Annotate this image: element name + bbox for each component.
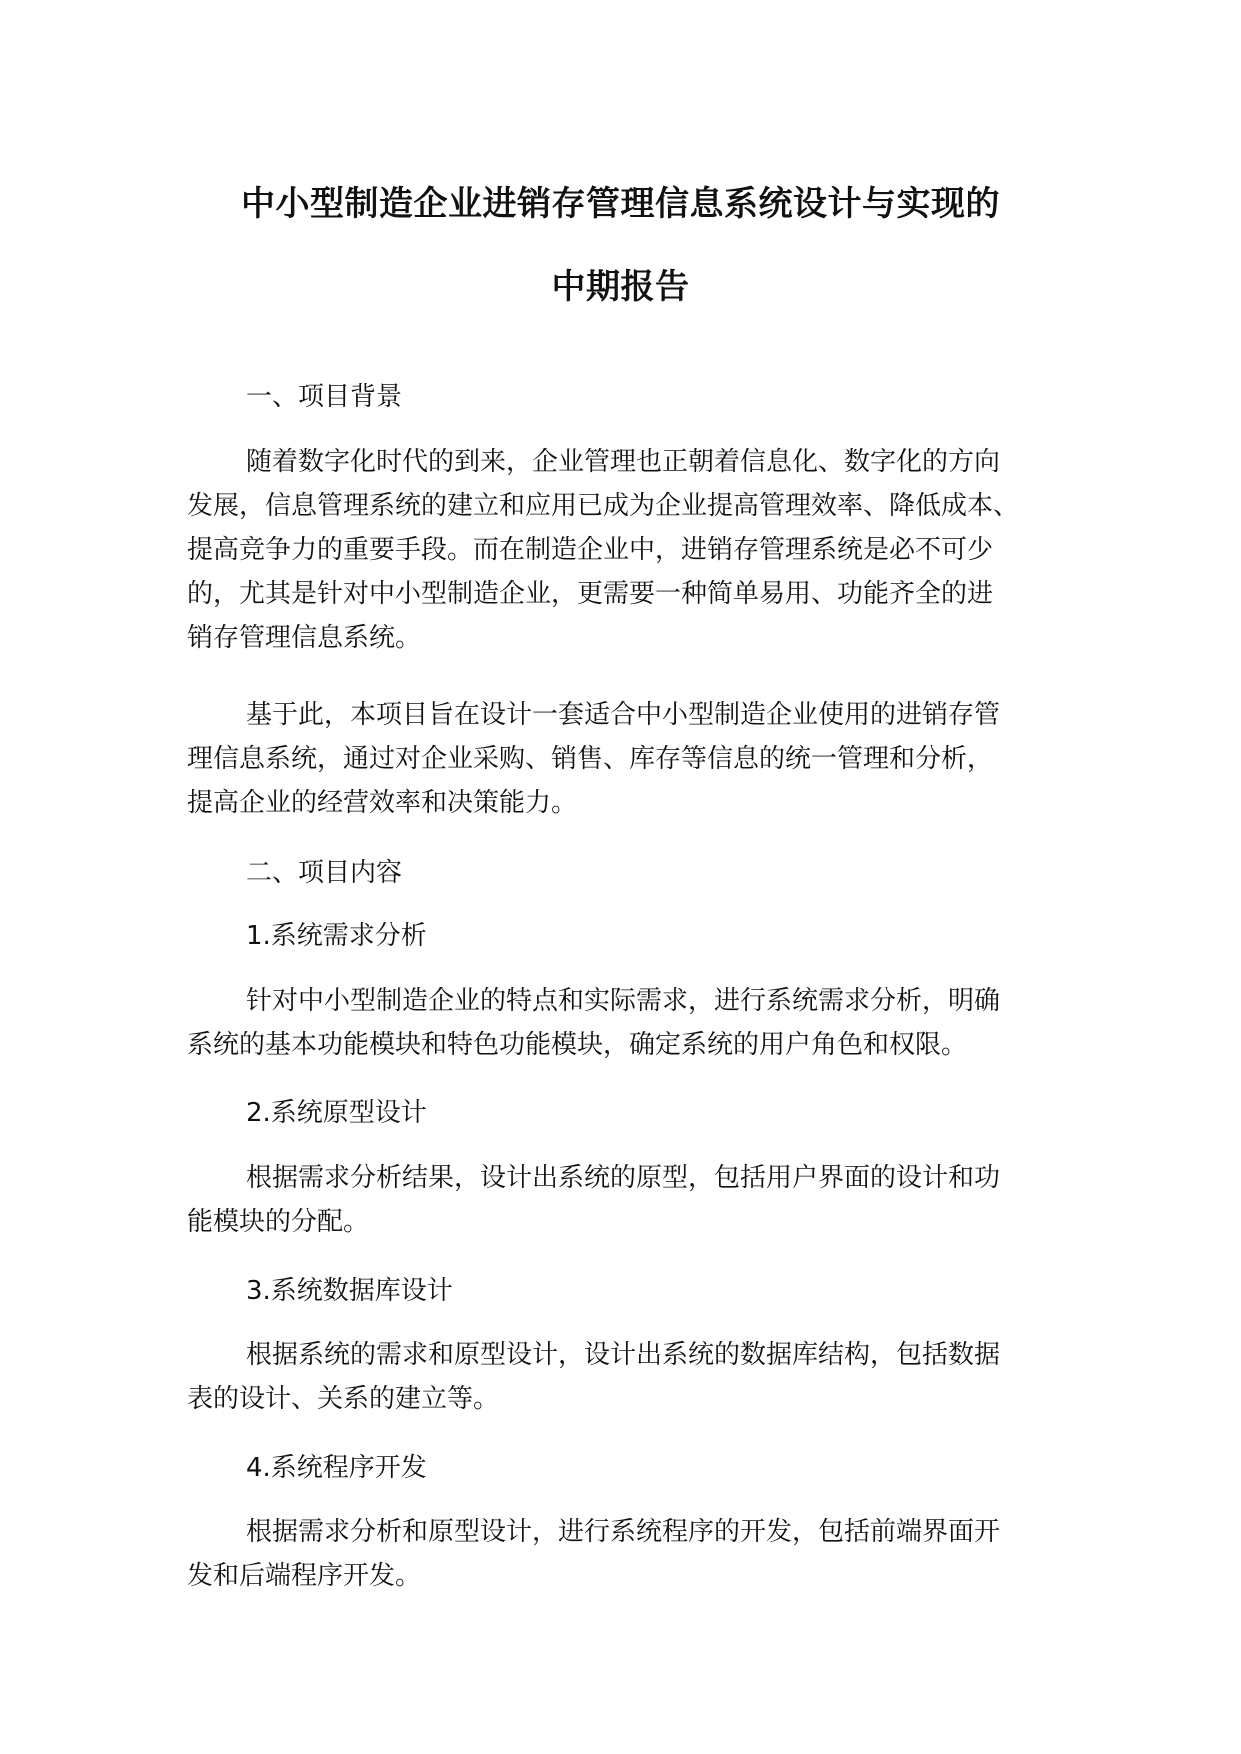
paragraph-line: 表的设计、关系的建立等。 <box>187 1384 500 1414</box>
section-heading-background: 一、项目背景 <box>246 382 403 412</box>
paragraph-line: 基于此，本项目旨在设计一套适合中小型制造企业使用的进销存管 <box>246 700 1001 730</box>
subsection-heading: 1.系统需求分析 <box>246 921 427 951</box>
paragraph-line: 销存管理信息系统。 <box>187 623 422 653</box>
paragraph-line: 发展，信息管理系统的建立和应用已成为企业提高管理效率、降低成本、 <box>187 491 1020 521</box>
paragraph-line: 的，尤其是针对中小型制造企业，更需要一种简单易用、功能齐全的进 <box>187 579 994 609</box>
paragraph-line: 根据需求分析和原型设计，进行系统程序的开发，包括前端界面开 <box>246 1517 1001 1547</box>
paragraph-line: 发和后端程序开发。 <box>187 1561 422 1591</box>
paragraph-line: 根据系统的需求和原型设计，设计出系统的数据库结构，包括数据 <box>246 1340 1001 1370</box>
document-title-line-2: 中期报告 <box>551 267 690 307</box>
paragraph-line: 随着数字化时代的到来，企业管理也正朝着信息化、数字化的方向 <box>246 447 1001 477</box>
subsection-heading: 3.系统数据库设计 <box>246 1276 453 1306</box>
paragraph-line: 理信息系统，通过对企业采购、销售、库存等信息的统一管理和分析， <box>187 744 994 774</box>
paragraph-line: 根据需求分析结果，设计出系统的原型，包括用户界面的设计和功 <box>246 1163 1001 1193</box>
paragraph-line: 系统的基本功能模块和特色功能模块，确定系统的用户角色和权限。 <box>187 1030 968 1060</box>
paragraph-line: 能模块的分配。 <box>187 1207 370 1237</box>
subsection-heading: 2.系统原型设计 <box>246 1098 427 1128</box>
subsection-heading: 4.系统程序开发 <box>246 1453 427 1483</box>
paragraph-line: 提高竞争力的重要手段。而在制造企业中，进销存管理系统是必不可少 <box>187 535 994 565</box>
paragraph-line: 针对中小型制造企业的特点和实际需求，进行系统需求分析，明确 <box>246 986 1001 1016</box>
section-heading-content: 二、项目内容 <box>246 858 403 888</box>
paragraph-line: 提高企业的经营效率和决策能力。 <box>187 788 578 818</box>
document-title-line-1: 中小型制造企业进销存管理信息系统设计与实现的 <box>241 184 1000 224</box>
